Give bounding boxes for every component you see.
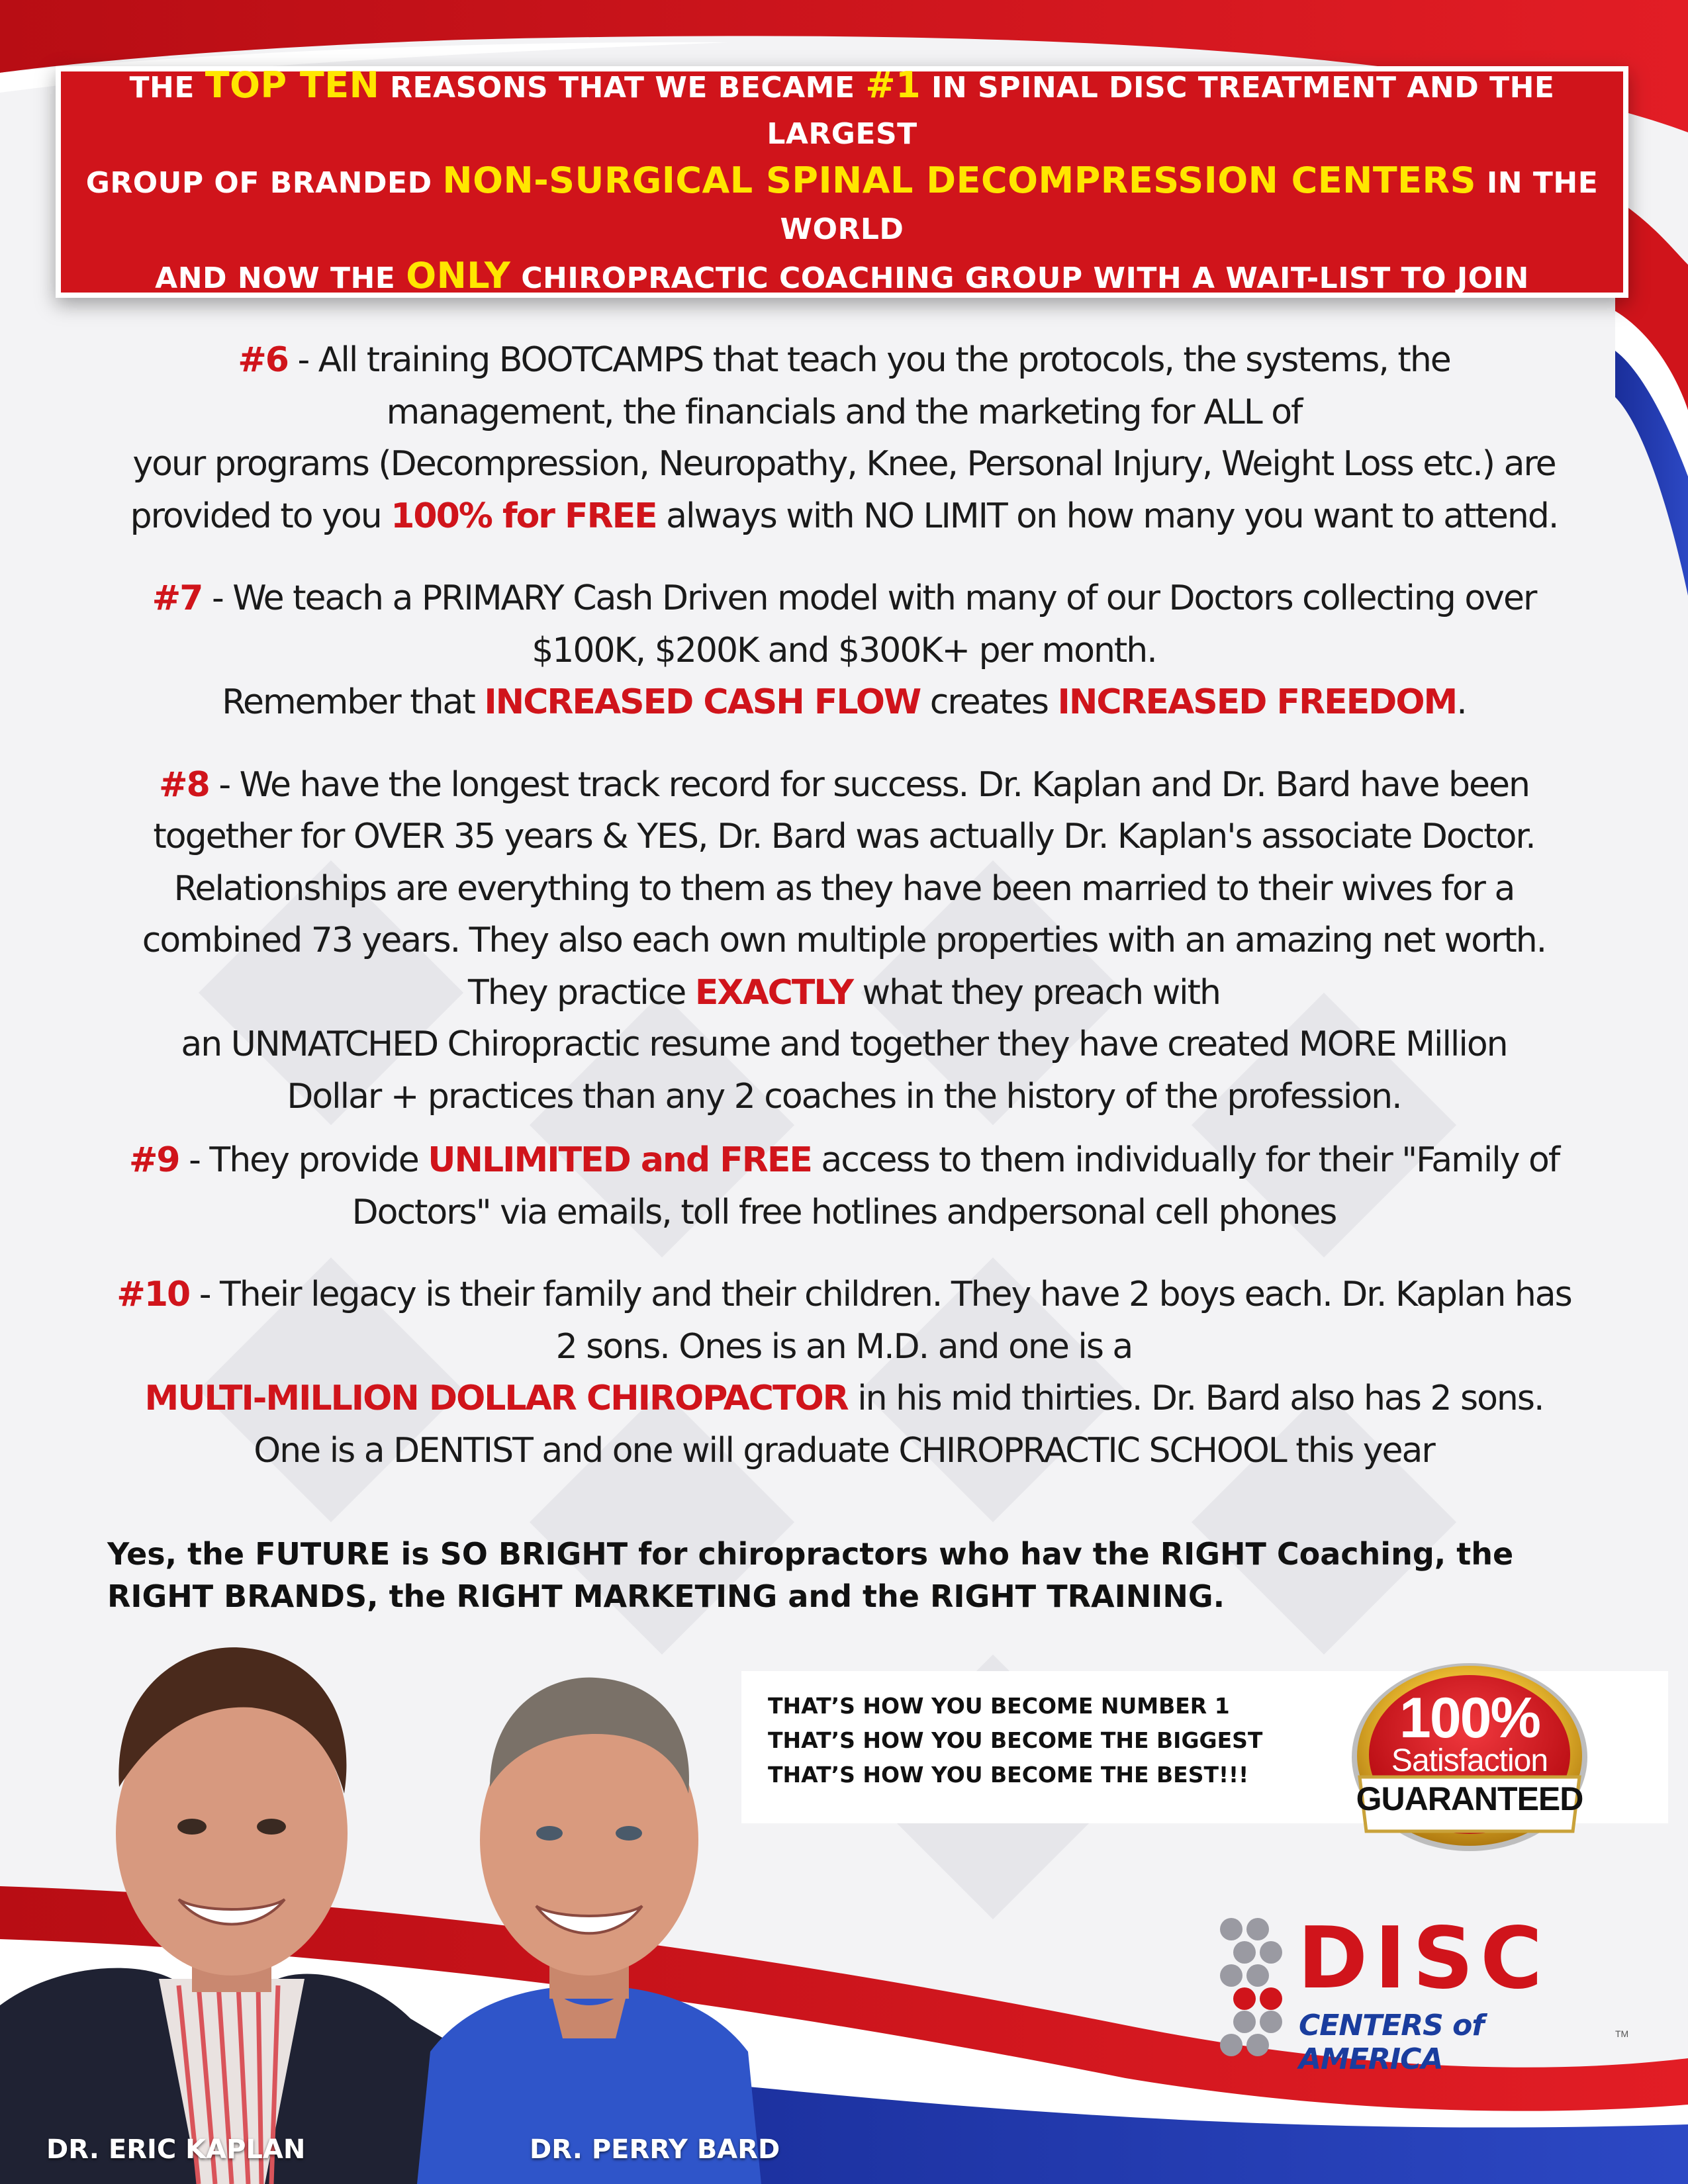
reason-7: #7 - We teach a PRIMARY Cash Driven model with many of our Doctors collecting over $100K, $200K and $300K+ per month. Remember that INCREASED CASH FLOW creates INCREASED FREEDOM. [152,578,1536,722]
header-line-1: THE TOP TEN REASONS THAT WE BECAME #1 IN SPINAL DISC TREATMENT AND THE LARGEST [129,64,1555,151]
highlight-text: 100% for FREE [391,496,657,536]
spine-icon [1211,1916,1297,2062]
bard-portrait [417,1641,761,2184]
reason-6: #6 - All training BOOTCAMPS that teach you the protocols, the systems, the management, the financials and the marketing for ALL of your programs (Decompression, Neuropathy, Knee, Personal Injury, Weight Loss etc.) are provided to you 100% for FREE always with NO LIMIT on how many you want to attend. [130,340,1558,536]
become-text: THAT’S HOW YOU BECOME NUMBER 1 THAT’S HOW YOU BECOME THE BIGGEST THAT’S HOW YOU BECOME THE BEST!!! [768,1693,1263,1788]
reason-number: #8 [159,764,209,805]
reason-number: #6 [238,340,288,380]
reason-8: #8 - We have the longest track record for success. Dr. Kaplan and Dr. Bard have been together for OVER 35 years & YES, Dr. Bard was actually Dr. Kaplan's associate Doctor. Relationships are everything to them as they have been married to their wives for a combined 73 years. They also each own multiple properties with an amazing net worth. They practice EXACTLY what they preach with an UNMATCHED Chiropractic resume and together they have created MORE Million Dollar + practices than any 2 coaches in the history of the profession. [142,764,1546,1116]
header-highlight: NON-SURGICAL SPINAL DECOMPRESSION CENTERS [442,159,1477,201]
kaplan-name: DR. ERIC KAPLAN [46,2134,306,2165]
highlight-text: INCREASED CASH FLOW [484,682,921,722]
header-highlight: TOP TEN [205,64,380,106]
satisfaction-badge-icon: 100% Satisfaction GUARANTEED [1331,1658,1609,1856]
reason-10: #10 - Their legacy is their family and their children. They have 2 boys each. Dr. Kaplan has 2 sons. Ones is an M.D. and one is a MULTI-MILLION DOLLAR CHIROPACTOR in his mid thirties. Dr. Bard also has 2 sons. One is a DENTIST and one will graduate CHIROPRACTIC SCHOOL this year [117,1275,1571,1471]
highlight-text: MULTI-MILLION DOLLAR CHIROPACTOR [144,1379,848,1418]
reasons-list [66,334,1622,1477]
header-highlight: ONLY [406,255,511,296]
reason-number: #7 [152,578,203,618]
future-statement: Yes, the FUTURE is SO BRIGHT for chiropractors who hav the RIGHT Coaching, the RIGHT BRANDS, the RIGHT MARKETING and the RIGHT TRAINING. [107,1536,1514,1614]
header-line-2: GROUP OF BRANDED NON-SURGICAL SPINAL DECOMPRESSION CENTERS IN THE WORLD [85,159,1599,246]
highlight-text: UNLIMITED and FREE [428,1140,812,1180]
reason-number: #10 [117,1275,190,1314]
disc-centers-logo: DISC CENTERS of AMERICA TM [1211,1916,1635,2062]
highlight-text: INCREASED FREEDOM [1057,682,1457,722]
highlight-text: EXACTLY [694,972,853,1013]
reason-9: #9 - They provide UNLIMITED and FREE access to them individually for their "Family of Doctors" via emails, toll free hotlines andpersonal cell phones [128,1140,1560,1232]
header-banner [56,66,1628,298]
header-line-3: AND NOW THE ONLY CHIROPRACTIC COACHING GROUP WITH A WAIT-LIST TO JOIN [155,255,1529,296]
header-highlight: #1 [865,64,921,106]
bard-name: DR. PERRY BARD [530,2134,780,2165]
kaplan-portrait [0,1635,477,2184]
reason-number: #9 [128,1140,179,1180]
